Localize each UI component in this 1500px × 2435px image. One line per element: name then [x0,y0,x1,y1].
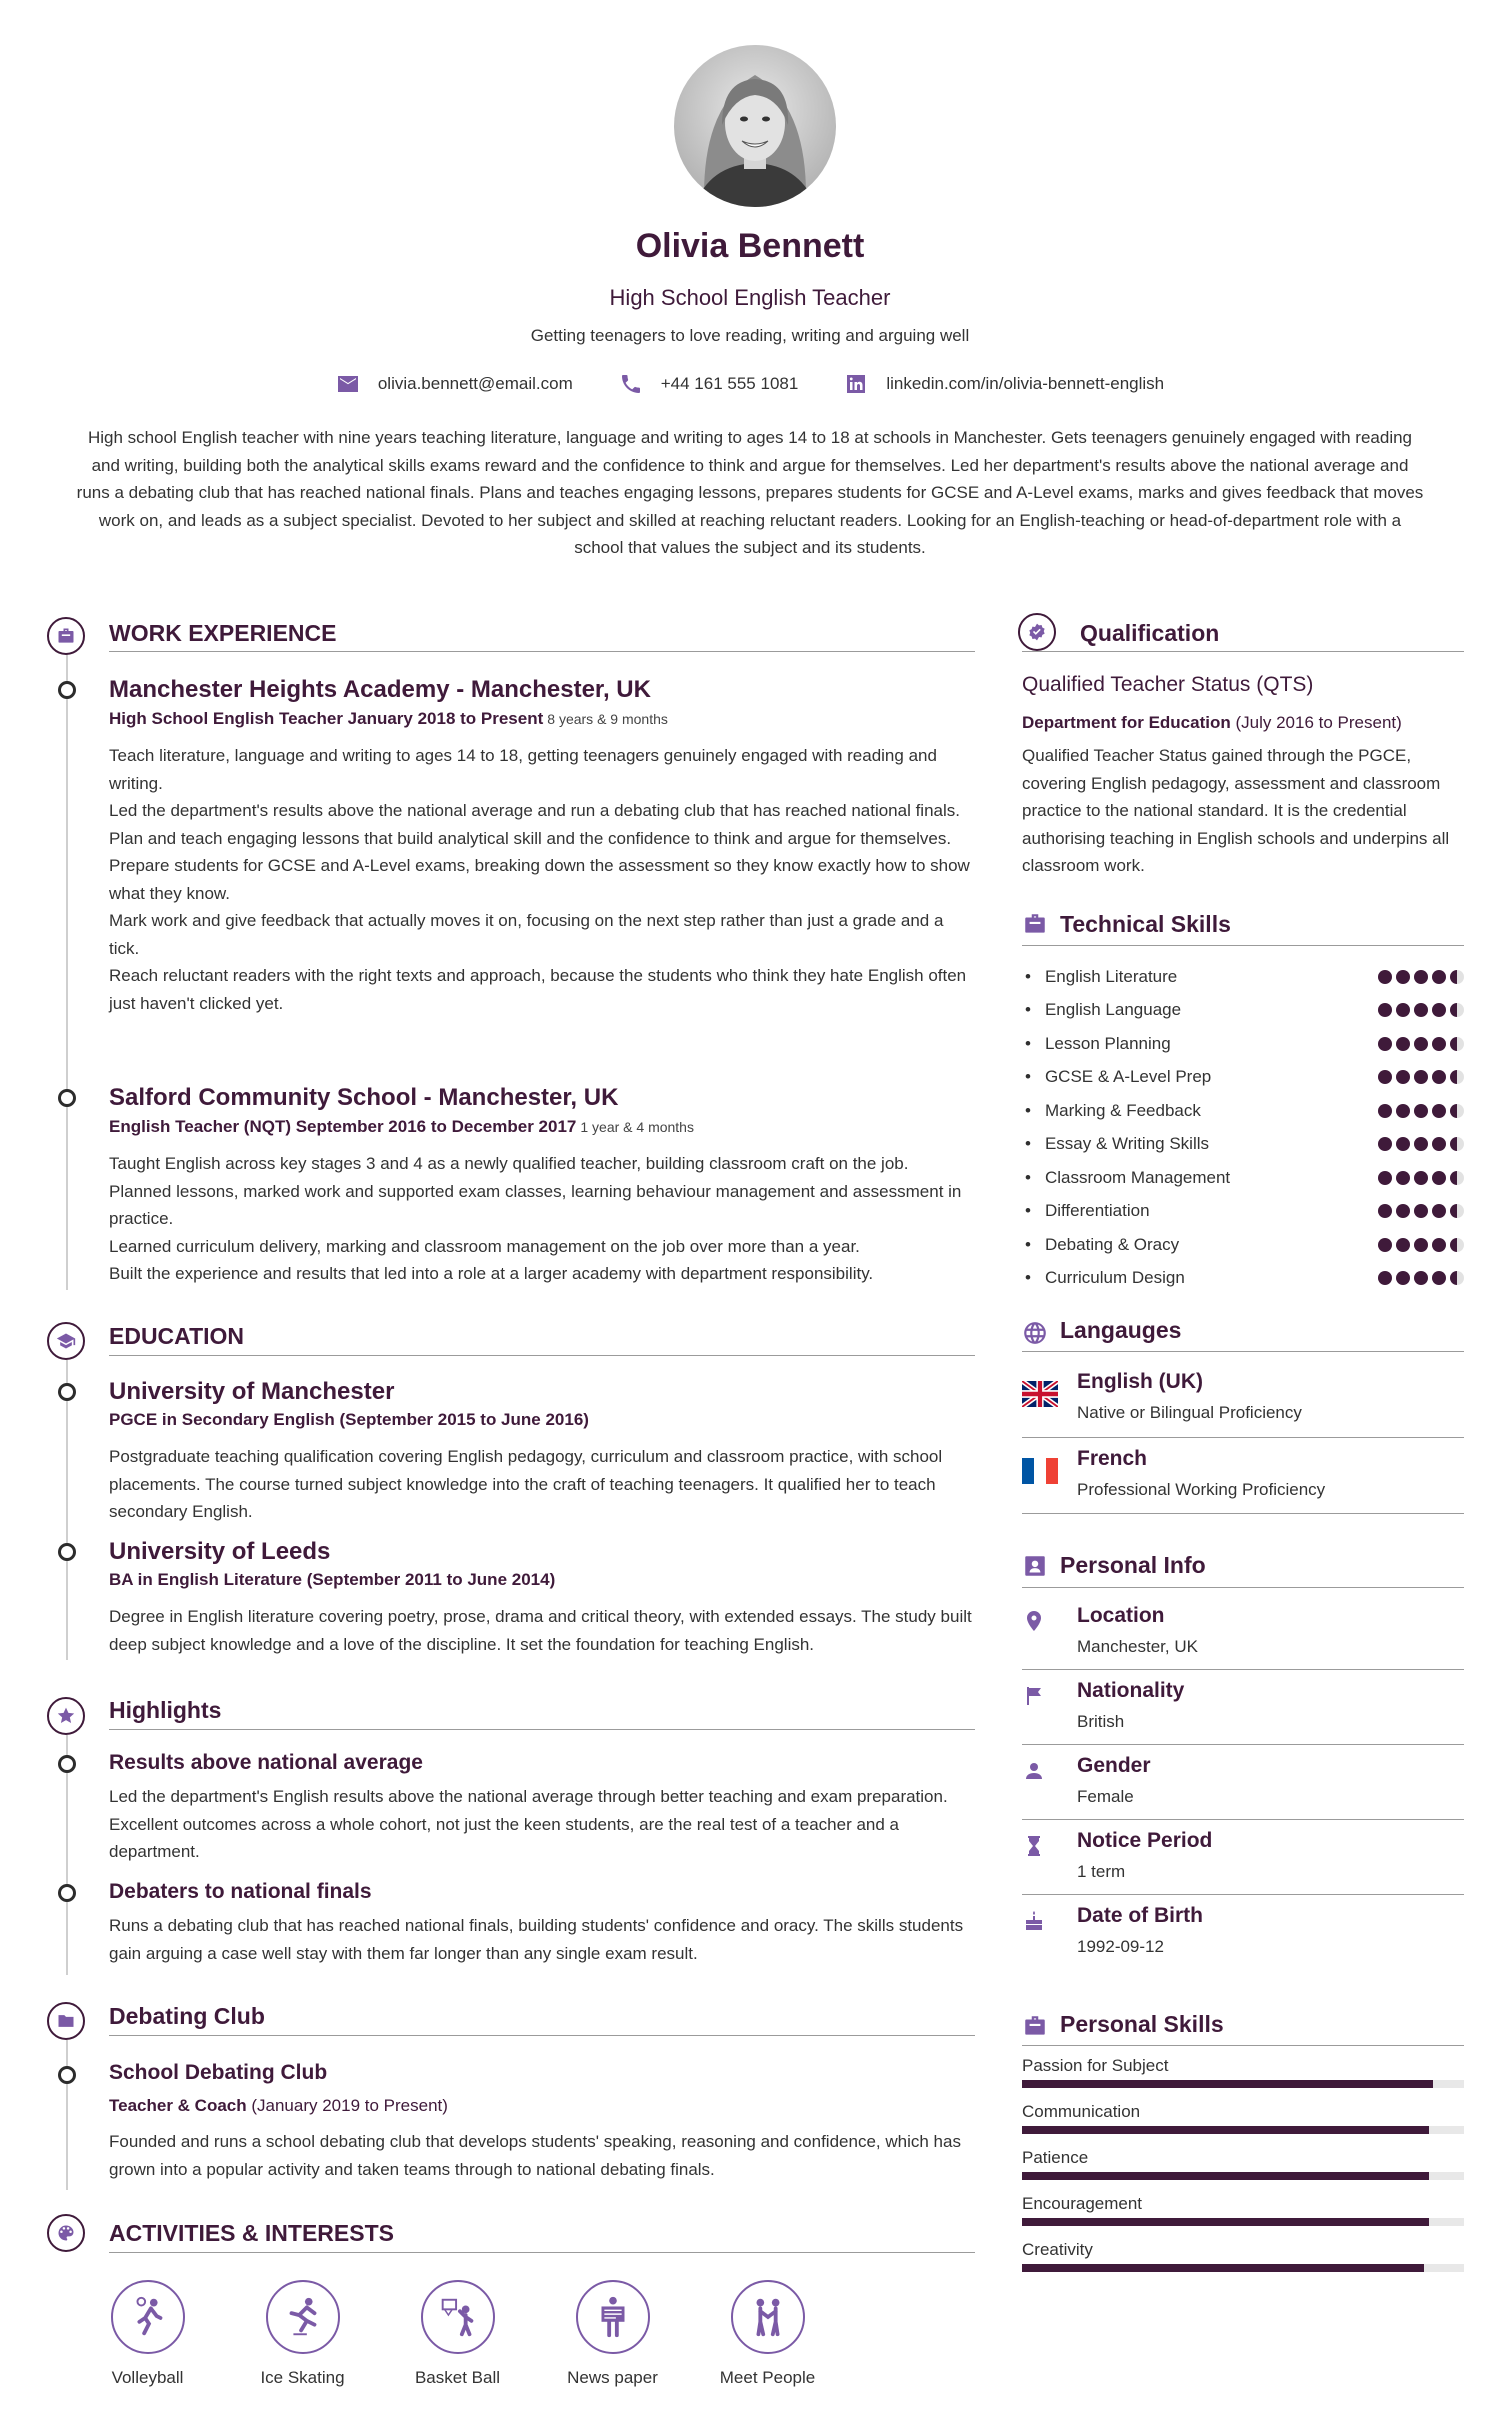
skill-rating [1378,1003,1464,1017]
basketball-icon [421,2280,495,2354]
job-role [109,709,668,729]
rating-dot [1432,1104,1446,1118]
info-divider [1022,1819,1464,1820]
highlight-title: Results above national average [109,1751,423,1774]
rating-dot [1432,1070,1446,1084]
linkedin-icon [844,372,868,396]
activity-item [225,2280,380,2388]
volleyball-icon [111,2280,185,2354]
skill-rating [1378,1271,1464,1285]
rating-dot [1378,1238,1392,1252]
activity-item [70,2280,225,2388]
rating-dot [1450,1037,1464,1051]
job-description [109,1150,975,1288]
meet-people-icon [731,2280,805,2354]
job-line: Taught English across key stages 3 and 4 as a newly qualified teacher, building classroom craft on the job. [109,1154,909,1173]
ice-skating-icon [266,2280,340,2354]
job-line: Led the department's results above the national average and run a debating club that has reached national finals. [109,801,960,820]
contact-bar [0,372,1500,396]
personal-skill-fill [1022,2172,1429,2180]
work-divider [109,651,975,652]
skill-rating [1378,1070,1464,1084]
france-flag [1022,1458,1058,1484]
skill-name: • English Literature [1022,967,1177,987]
activity-label: Volleyball [111,2368,184,2387]
hourglass-icon [1022,1834,1046,1858]
highlight-text: Led the department's English results above the national average through better teaching and exam preparation. Excellent outcomes across a whole cohort, not just the keen students, are the real test of a teacher and a department. [109,1787,948,1861]
rating-dot [1396,1104,1410,1118]
club-text: Founded and runs a school debating club that develops students' speaking, reasoning and confidence, which has grown into a popular activity and taken teams through to national debating finals. [109,2132,961,2179]
highlights-section-icon [47,1697,85,1735]
rating-dot [1450,1070,1464,1084]
activity-label: Ice Skating [260,2368,345,2387]
personal-skill-bar [1022,2172,1464,2180]
job-line: Prepare students for GCSE and A-Level exams, breaking down the assessment so they know exactly how to show what they know. [109,856,970,903]
id-card-icon [1022,1553,1048,1579]
timeline-dot [58,1884,76,1902]
rating-dot [1378,1204,1392,1218]
rating-dot [1396,1037,1410,1051]
rating-dot [1396,1238,1410,1252]
rating-dot [1414,1271,1428,1285]
rating-dot [1378,1104,1392,1118]
job-duration: 8 years & 9 months [547,711,668,727]
rating-dot [1450,1238,1464,1252]
rating-dot [1414,1104,1428,1118]
personal-info-heading: Personal Info [1060,1552,1206,1578]
technical-skills-divider [1022,945,1464,946]
activities-section-icon [47,2214,85,2252]
skill-rating [1378,970,1464,984]
location-icon [1022,1609,1046,1633]
skill-item [1022,1061,1464,1095]
club-title: School Debating Club [109,2061,328,2084]
rating-dot [1450,1204,1464,1218]
personal-skills-icon [1022,2013,1048,2039]
skill-rating [1378,1037,1464,1051]
activities-list [70,2280,845,2388]
rating-dot [1414,1070,1428,1084]
cake-icon [1022,1909,1046,1933]
personal-skill-fill [1022,2218,1429,2226]
info-label: Date of Birth [1077,1904,1203,1927]
qualification-title: Qualified Teacher Status (QTS) [1022,673,1314,696]
job-company: Manchester Heights Academy - Manchester, UK [109,676,651,703]
personal-skill-fill [1022,2126,1429,2134]
rating-dot [1396,1204,1410,1218]
rating-dot [1396,1003,1410,1017]
person-icon [1022,1759,1046,1783]
job-line: Built the experience and results that led into a role at a larger academy with department responsibility. [109,1264,874,1283]
timeline-line [66,650,68,1290]
job-role-text: High School English Teacher January 2018 to Present [109,709,544,728]
qualification-issuer [1022,713,1402,733]
work-heading: WORK EXPERIENCE [109,620,337,646]
activities-heading: ACTIVITIES & INTERESTS [109,2220,394,2246]
skill-name: • Curriculum Design [1022,1268,1185,1288]
tagline: Getting teenagers to love reading, writing and arguing well [530,326,970,345]
job-description [109,742,975,1017]
education-section-icon [47,1322,85,1360]
club-role [109,2096,448,2116]
languages-heading: Langauges [1060,1317,1182,1343]
language-divider [1022,1513,1464,1514]
job-line: Planned lessons, marked work and supported exam classes, learning behaviour management and assessment in practice. [109,1181,962,1228]
language-level: Professional Working Proficiency [1077,1480,1326,1499]
job-line: Mark work and give feedback that actually moves it on, focusing on the next step rather than just a grade and a tick. [109,911,944,958]
rating-dot [1414,970,1428,984]
rating-dot [1378,1137,1392,1151]
degree: BA in English Literature (September 2011 to June 2014) [109,1570,556,1589]
rating-dot [1432,1003,1446,1017]
palette-icon [56,2223,76,2243]
activity-item [380,2280,535,2388]
personal-skills-heading: Personal Skills [1060,2011,1224,2037]
school-name: University of Manchester [109,1378,395,1405]
rating-dot [1432,1204,1446,1218]
activity-item [535,2280,690,2388]
rating-dot [1450,970,1464,984]
rating-dot [1396,1271,1410,1285]
skill-item [1022,994,1464,1028]
rating-dot [1450,1003,1464,1017]
briefcase-icon [56,626,76,646]
personal-skill-label: Patience [1022,2148,1089,2167]
info-divider [1022,1744,1464,1745]
activity-label: Basket Ball [414,2368,501,2387]
rating-dot [1414,1137,1428,1151]
job-role [109,1117,694,1137]
skill-rating [1378,1171,1464,1185]
rating-dot [1414,1171,1428,1185]
activity-label: Meet People [719,2368,816,2387]
rating-dot [1432,1171,1446,1185]
rating-dot [1414,1238,1428,1252]
timeline-dot [58,1383,76,1401]
folder-icon [56,2011,76,2031]
qualification-text: Qualified Teacher Status gained through the PGCE, covering English pedagogy, assessment and classroom practice to the national standard. It is the credential authorising teaching in English schools and underpins all classroom work. [1022,746,1450,875]
graduation-cap-icon [56,1331,76,1351]
skill-name: • Essay & Writing Skills [1022,1134,1209,1154]
info-label: Gender [1077,1754,1151,1777]
skill-name: • English Language [1022,1000,1181,1020]
timeline-dot [58,681,76,699]
info-label: Notice Period [1077,1829,1213,1852]
info-value: 1 term [1077,1862,1126,1881]
rating-dot [1432,970,1446,984]
info-label: Nationality [1077,1679,1185,1702]
rating-dot [1378,970,1392,984]
rating-dot [1396,1137,1410,1151]
email-contact[interactable] [336,372,573,396]
highlights-divider [109,1729,975,1730]
job-duration: 1 year & 4 months [580,1119,694,1135]
education-divider [109,1355,975,1356]
info-divider [1022,1894,1464,1895]
job-company: Salford Community School - Manchester, UK [109,1084,619,1111]
skill-name: • Classroom Management [1022,1168,1230,1188]
activities-divider [109,2252,975,2253]
skill-name: • Marking & Feedback [1022,1101,1201,1121]
rating-dot [1450,1171,1464,1185]
language-name: French [1077,1447,1148,1470]
skill-rating [1378,1137,1464,1151]
rating-dot [1378,1037,1392,1051]
qualification-issuer-text: Department for Education [1022,713,1231,732]
skill-name: • GCSE & A-Level Prep [1022,1067,1211,1087]
skill-rating [1378,1204,1464,1218]
info-label: Location [1077,1604,1165,1627]
work-section-icon [47,617,85,655]
job-line: Teach literature, language and writing to ages 14 to 18, getting teenagers genuinely engaged with reading and writing. [109,746,937,793]
skill-rating [1378,1238,1464,1252]
timeline-dot [58,1755,76,1773]
uk-flag [1022,1381,1058,1407]
candidate-name: Olivia Bennett [635,227,865,265]
language-name: English (UK) [1077,1370,1203,1393]
linkedin-text: linkedin.com/in/olivia-bennett-english [886,374,1165,393]
personal-skill-label: Communication [1022,2102,1141,2121]
personal-skill-fill [1022,2080,1433,2088]
rating-dot [1450,1104,1464,1118]
phone-text: +44 161 555 1081 [660,374,799,393]
skill-name: • Debating & Oracy [1022,1235,1179,1255]
languages-divider [1022,1351,1464,1352]
job-line: Reach reluctant readers with the right texts and approach, because the students who think they hate English often just haven't clicked yet. [109,966,967,1013]
qualification-dates: (July 2016 to Present) [1235,713,1402,732]
rating-dot [1378,1171,1392,1185]
profile-photo [674,45,836,207]
info-value: British [1077,1712,1125,1731]
qualification-divider [1022,651,1464,652]
highlight-text: Runs a debating club that has reached national finals, building students' confidence and oracy. The skills students gain arguing a case well stay with them far longer than any single exam result. [109,1916,964,1963]
job-line: Plan and teach engaging lessons that build analytical skill and the confidence to think and argue for themselves. [109,828,952,848]
club-role-text: Teacher & Coach [109,2096,247,2115]
skill-name: • Lesson Planning [1022,1034,1171,1054]
timeline-dot [58,2066,76,2084]
highlights-heading: Highlights [109,1697,222,1723]
skill-item [1022,1262,1464,1296]
email-icon [336,372,360,396]
skill-item [1022,1195,1464,1229]
club-divider [109,2035,975,2036]
activity-label: News paper [567,2368,658,2387]
phone-icon [619,372,643,396]
rating-dot [1432,1238,1446,1252]
profile-summary: High school English teacher with nine years teaching literature, language and writing to ages 14 to 18 at schools in Manchester. Gets teenagers genuinely engaged with reading and writing, building both the analytical skills exams reward and the confidence to think and argue for themselves. Led her department's results above the national average and runs a debating club that has reached national finals. Plans and teaches engaging lessons, prepares students for GCSE and A-Level exams, marks and gives feedback that moves work on, and leads as a subject specialist. Devoted to her subject and skilled at reaching reluctant readers. Looking for an English-teaching or head-of-department role with a school that values the subject and its students. [76,428,1424,557]
personal-skill-fill [1022,2264,1424,2272]
qualification-heading: Qualification [1080,620,1220,646]
skill-item [1022,1094,1464,1128]
star-badge-icon [56,1706,76,1726]
rating-dot [1396,1171,1410,1185]
highlight-title: Debaters to national finals [109,1880,372,1903]
timeline-dot [58,1089,76,1107]
linkedin-contact[interactable] [844,372,1164,396]
activity-item [690,2280,845,2388]
info-value: Manchester, UK [1077,1637,1198,1656]
info-divider [1022,1669,1464,1670]
info-value: Female [1077,1787,1134,1806]
rating-dot [1378,1003,1392,1017]
newspaper-icon [576,2280,650,2354]
rating-dot [1378,1070,1392,1084]
language-divider [1022,1437,1464,1438]
personal-skill-label: Creativity [1022,2240,1093,2259]
rating-dot [1396,1070,1410,1084]
rating-dot [1396,970,1410,984]
personal-skills-divider [1022,2045,1464,2046]
timeline-dot [58,1543,76,1561]
email-text: olivia.bennett@email.com [377,374,573,393]
personal-skill-label: Passion for Subject [1022,2056,1169,2075]
rating-dot [1432,1037,1446,1051]
job-line: Learned curriculum delivery, marking and classroom management on the job over more than a year. [109,1236,860,1256]
timeline-line [66,2040,68,2190]
skill-item [1022,1228,1464,1262]
rating-dot [1450,1137,1464,1151]
skill-item [1022,1128,1464,1162]
club-section-icon [47,2002,85,2040]
education-heading: EDUCATION [109,1323,245,1349]
rating-dot [1432,1137,1446,1151]
skill-name: • Differentiation [1022,1201,1150,1221]
club-dates: (January 2019 to Present) [251,2096,448,2115]
rating-dot [1414,1003,1428,1017]
job-title: High School English Teacher [609,285,891,310]
club-heading: Debating Club [109,2003,265,2029]
skill-item [1022,960,1464,994]
skill-item [1022,1161,1464,1195]
skill-item [1022,1027,1464,1061]
timeline-line [66,1360,68,1660]
personal-skill-label: Encouragement [1022,2194,1143,2213]
technical-skills-list [1022,960,1464,1295]
technical-skills-heading: Technical Skills [1060,911,1231,937]
rating-dot [1378,1271,1392,1285]
language-level: Native or Bilingual Proficiency [1077,1403,1302,1422]
technical-skills-icon [1022,911,1048,937]
school-name: University of Leeds [109,1538,331,1565]
globe-icon [1022,1320,1048,1346]
education-text: Degree in English literature covering poetry, prose, drama and critical theory, with extended essays. The study built deep subject knowledge and a love of the discipline. It set the foundation for teaching English. [109,1607,972,1654]
qualification-section-icon [1018,613,1056,651]
personal-skill-bar [1022,2126,1464,2134]
degree: PGCE in Secondary English (September 2015 to June 2016) [109,1410,589,1429]
rating-dot [1414,1204,1428,1218]
personal-skill-bar [1022,2264,1464,2272]
verified-badge-icon [1027,622,1047,642]
education-text: Postgraduate teaching qualification covering English pedagogy, curriculum and classroom practice, with school placements. The course turned subject knowledge into the craft of teaching teenagers. It qualified her to teach secondary English. [109,1447,943,1521]
personal-skill-bar [1022,2218,1464,2226]
personal-skill-bar [1022,2080,1464,2088]
rating-dot [1450,1271,1464,1285]
skill-rating [1378,1104,1464,1118]
rating-dot [1432,1271,1446,1285]
phone-contact[interactable] [619,372,799,396]
personal-info-divider [1022,1587,1464,1588]
rating-dot [1414,1037,1428,1051]
flag-icon [1022,1684,1046,1708]
info-value: 1992-09-12 [1077,1937,1164,1956]
job-role-text: English Teacher (NQT) September 2016 to December 2017 [109,1117,577,1136]
